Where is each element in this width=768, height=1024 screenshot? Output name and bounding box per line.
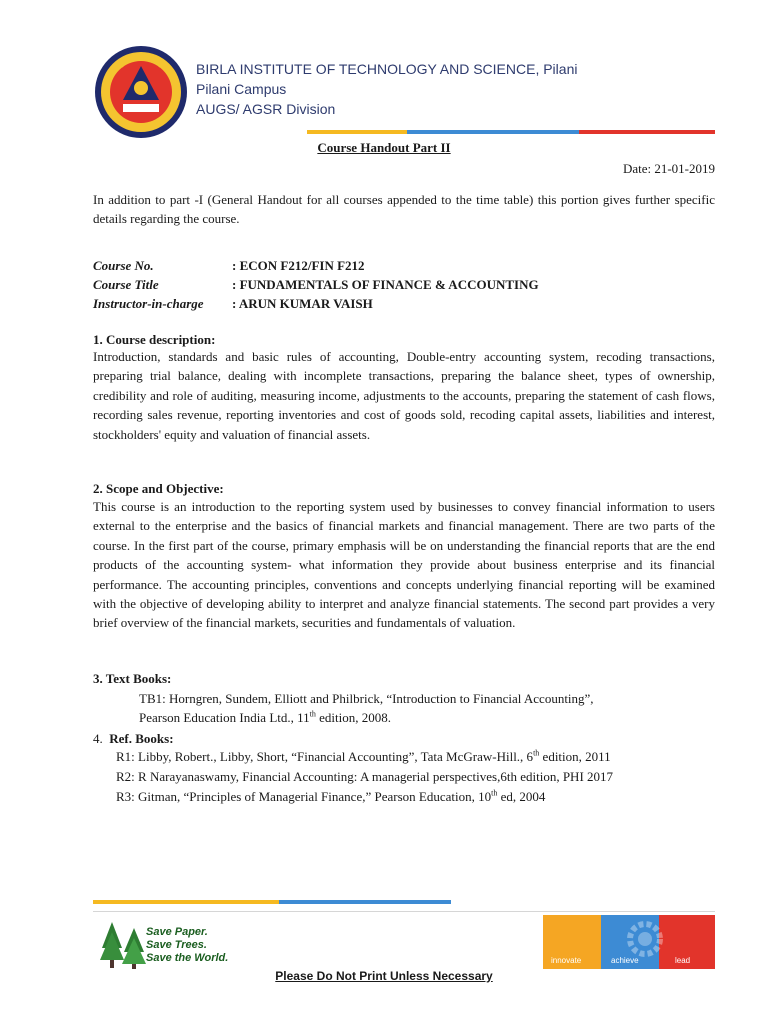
- course-no-value: : ECON F212/FIN F212: [232, 258, 365, 273]
- course-description-text: Introduction, standards and basic rules of accounting, Double-entry accounting system, recoding transactions, preparing trial balance, dealing with incomplete transactions, preparing the balance sheet, types of ownership, credibility and role of auditing, measuring income, adjustments to the accounts, preparing the statement of cash flows, recording sales revenue, reporting inventories and cost of goods sold, recoding capital assets, liabilities and interest, stockholders' equity and valuation of financial assets.: [93, 349, 715, 442]
- ref-book-3: R3: Gitman, “Principles of Managerial Finance,” Pearson Education, 10th ed, 2004: [116, 788, 546, 804]
- course-no-row: [93, 256, 365, 275]
- division-name: AUGS/ AGSR Division: [196, 101, 336, 117]
- brand-achieve: achieve: [601, 915, 659, 969]
- textbook-1-line2: Pearson Education India Ltd., 11th edition, 2008.: [139, 709, 391, 725]
- ref-books-heading: [93, 729, 174, 748]
- footer-divider: [93, 911, 715, 912]
- instructor-value: : ARUN KUMAR VAISH: [232, 296, 373, 311]
- course-description-heading: 1. Course description:: [93, 332, 216, 347]
- trees-icon: [98, 918, 150, 970]
- institute-header: [196, 59, 577, 119]
- campus-name: Pilani Campus: [196, 81, 287, 97]
- course-title-label: Course Title: [93, 277, 159, 292]
- course-title-row: [93, 275, 539, 294]
- print-notice: Please Do Not Print Unless Necessary: [275, 969, 493, 983]
- institute-name: BIRLA INSTITUTE OF TECHNOLOGY AND SCIENCE, Pilani: [196, 61, 578, 77]
- footer-bar-yellow: [93, 900, 279, 904]
- save-paper-slogan: Save Paper. Save Trees. Save the World.: [146, 926, 229, 964]
- bits-logo: [93, 44, 189, 140]
- ref-books-number: 4.: [93, 731, 103, 746]
- footer-bar-blue: [279, 900, 451, 904]
- ref-books-label: Ref. Books:: [109, 731, 174, 746]
- instructor-label: Instructor-in-charge: [93, 296, 204, 311]
- brand-innovate: innovate: [543, 915, 601, 969]
- ref-book-2: R2: R Narayanaswamy, Financial Accounting: A managerial perspectives,6th edition, PHI 2017: [116, 769, 614, 784]
- intro-paragraph: In addition to part -I (General Handout for all courses appended to the time table) this portion gives further specific details regarding the course.: [93, 192, 715, 227]
- header-bar-yellow: [307, 130, 407, 134]
- gear-icon: [623, 917, 667, 961]
- scope-text: This course is an introduction to the reporting system used by businesses to convey financial information to users external to the enterprise and the basics of financial markets and financial management. There are two parts of the course. In the first part of the course, primary emphasis will be on understanding the financial reports that are the end products of the accounting system- what information they provide about business enterprise and its financial performance. The accounting principles, conventions and concepts underlying financial reporting will be examined with the objective of developing ability to interpret and analyze financial statements. The second part provides a very brief overview of the financial markets, securities and fundamentals of valuation.: [93, 499, 715, 631]
- course-no-label: Course No.: [93, 258, 154, 273]
- textbook-1-line1: TB1: Horngren, Sundem, Elliott and Philbrick, “Introduction to Financial Accounting”,: [139, 691, 594, 706]
- document-date: Date: 21-01-2019: [622, 161, 715, 176]
- scope-heading: 2. Scope and Objective:: [93, 481, 224, 496]
- brand-banner: [543, 915, 715, 969]
- document-title: Course Handout Part II: [317, 140, 451, 155]
- course-title-value: : FUNDAMENTALS OF FINANCE & ACCOUNTING: [232, 277, 539, 292]
- header-bar-blue: [407, 130, 579, 134]
- brand-lead: lead: [659, 915, 715, 969]
- instructor-row: [93, 294, 373, 313]
- ref-book-1: R1: Libby, Robert., Libby, Short, “Financial Accounting”, Tata McGraw-Hill., 6th edition, 2011: [116, 748, 611, 764]
- header-bar-red: [579, 130, 715, 134]
- textbooks-heading: 3. Text Books:: [93, 671, 172, 686]
